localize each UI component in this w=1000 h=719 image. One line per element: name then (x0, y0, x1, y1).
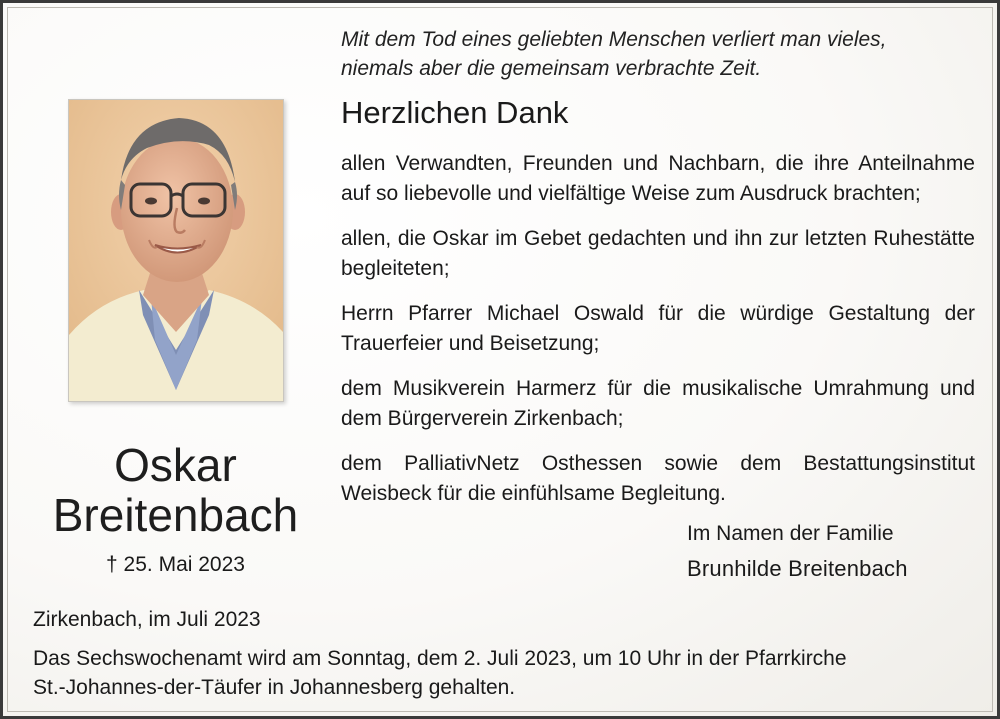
quote-line-1: Mit dem Tod eines geliebten Menschen verliert man vieles, (341, 28, 887, 51)
thanks-item: Herrn Pfarrer Michael Oswald für die würdige Gestaltung der Trauerfeier und Beisetzung; (341, 302, 975, 355)
signature-intro: Im Namen der Familie (687, 522, 894, 545)
announcement (33, 644, 983, 702)
thanks-list (341, 149, 975, 524)
signature-name: Brunhilde Breitenbach (687, 556, 908, 581)
deceased-last-name: Breitenbach (52, 489, 299, 541)
quote-line-2: niemals aber die gemeinsam verbrachte Zeit. (341, 57, 762, 80)
deceased-first-name: Oskar (114, 439, 237, 491)
place-date: Zirkenbach, im Juli 2023 (33, 608, 261, 631)
death-date: † 25. Mai 2023 (106, 553, 245, 576)
thanks-item: allen Verwandten, Freunden und Nachbarn, die ihre Anteilnahme auf so liebevolle und vielfältige Weise zum Ausdruck brachten; (341, 152, 975, 205)
thanks-item: dem Musikverein Harmerz für die musikalische Umrahmung und dem Bürgerverein Zirkenbach; (341, 377, 975, 430)
heading: Herzlichen Dank (341, 95, 569, 130)
thanks-item: dem PalliativNetz Osthessen sowie dem Bestattungsinstitut Weisbeck für die einfühlsame Begleitung. (341, 452, 975, 505)
quote (341, 25, 981, 83)
portrait-photo (68, 99, 284, 402)
announcement-line-2: St.-Johannes-der-Täufer in Johannesberg gehalten. (33, 676, 516, 699)
thanks-item: allen, die Oskar im Gebet gedachten und ihn zur letzten Ruhestätte begleiteten; (341, 227, 975, 280)
portrait-illustration (69, 100, 283, 401)
announcement-line-1: Das Sechswochenamt wird am Sonntag, dem 2. Juli 2023, um 10 Uhr in der Pfarrkirche (33, 647, 847, 670)
